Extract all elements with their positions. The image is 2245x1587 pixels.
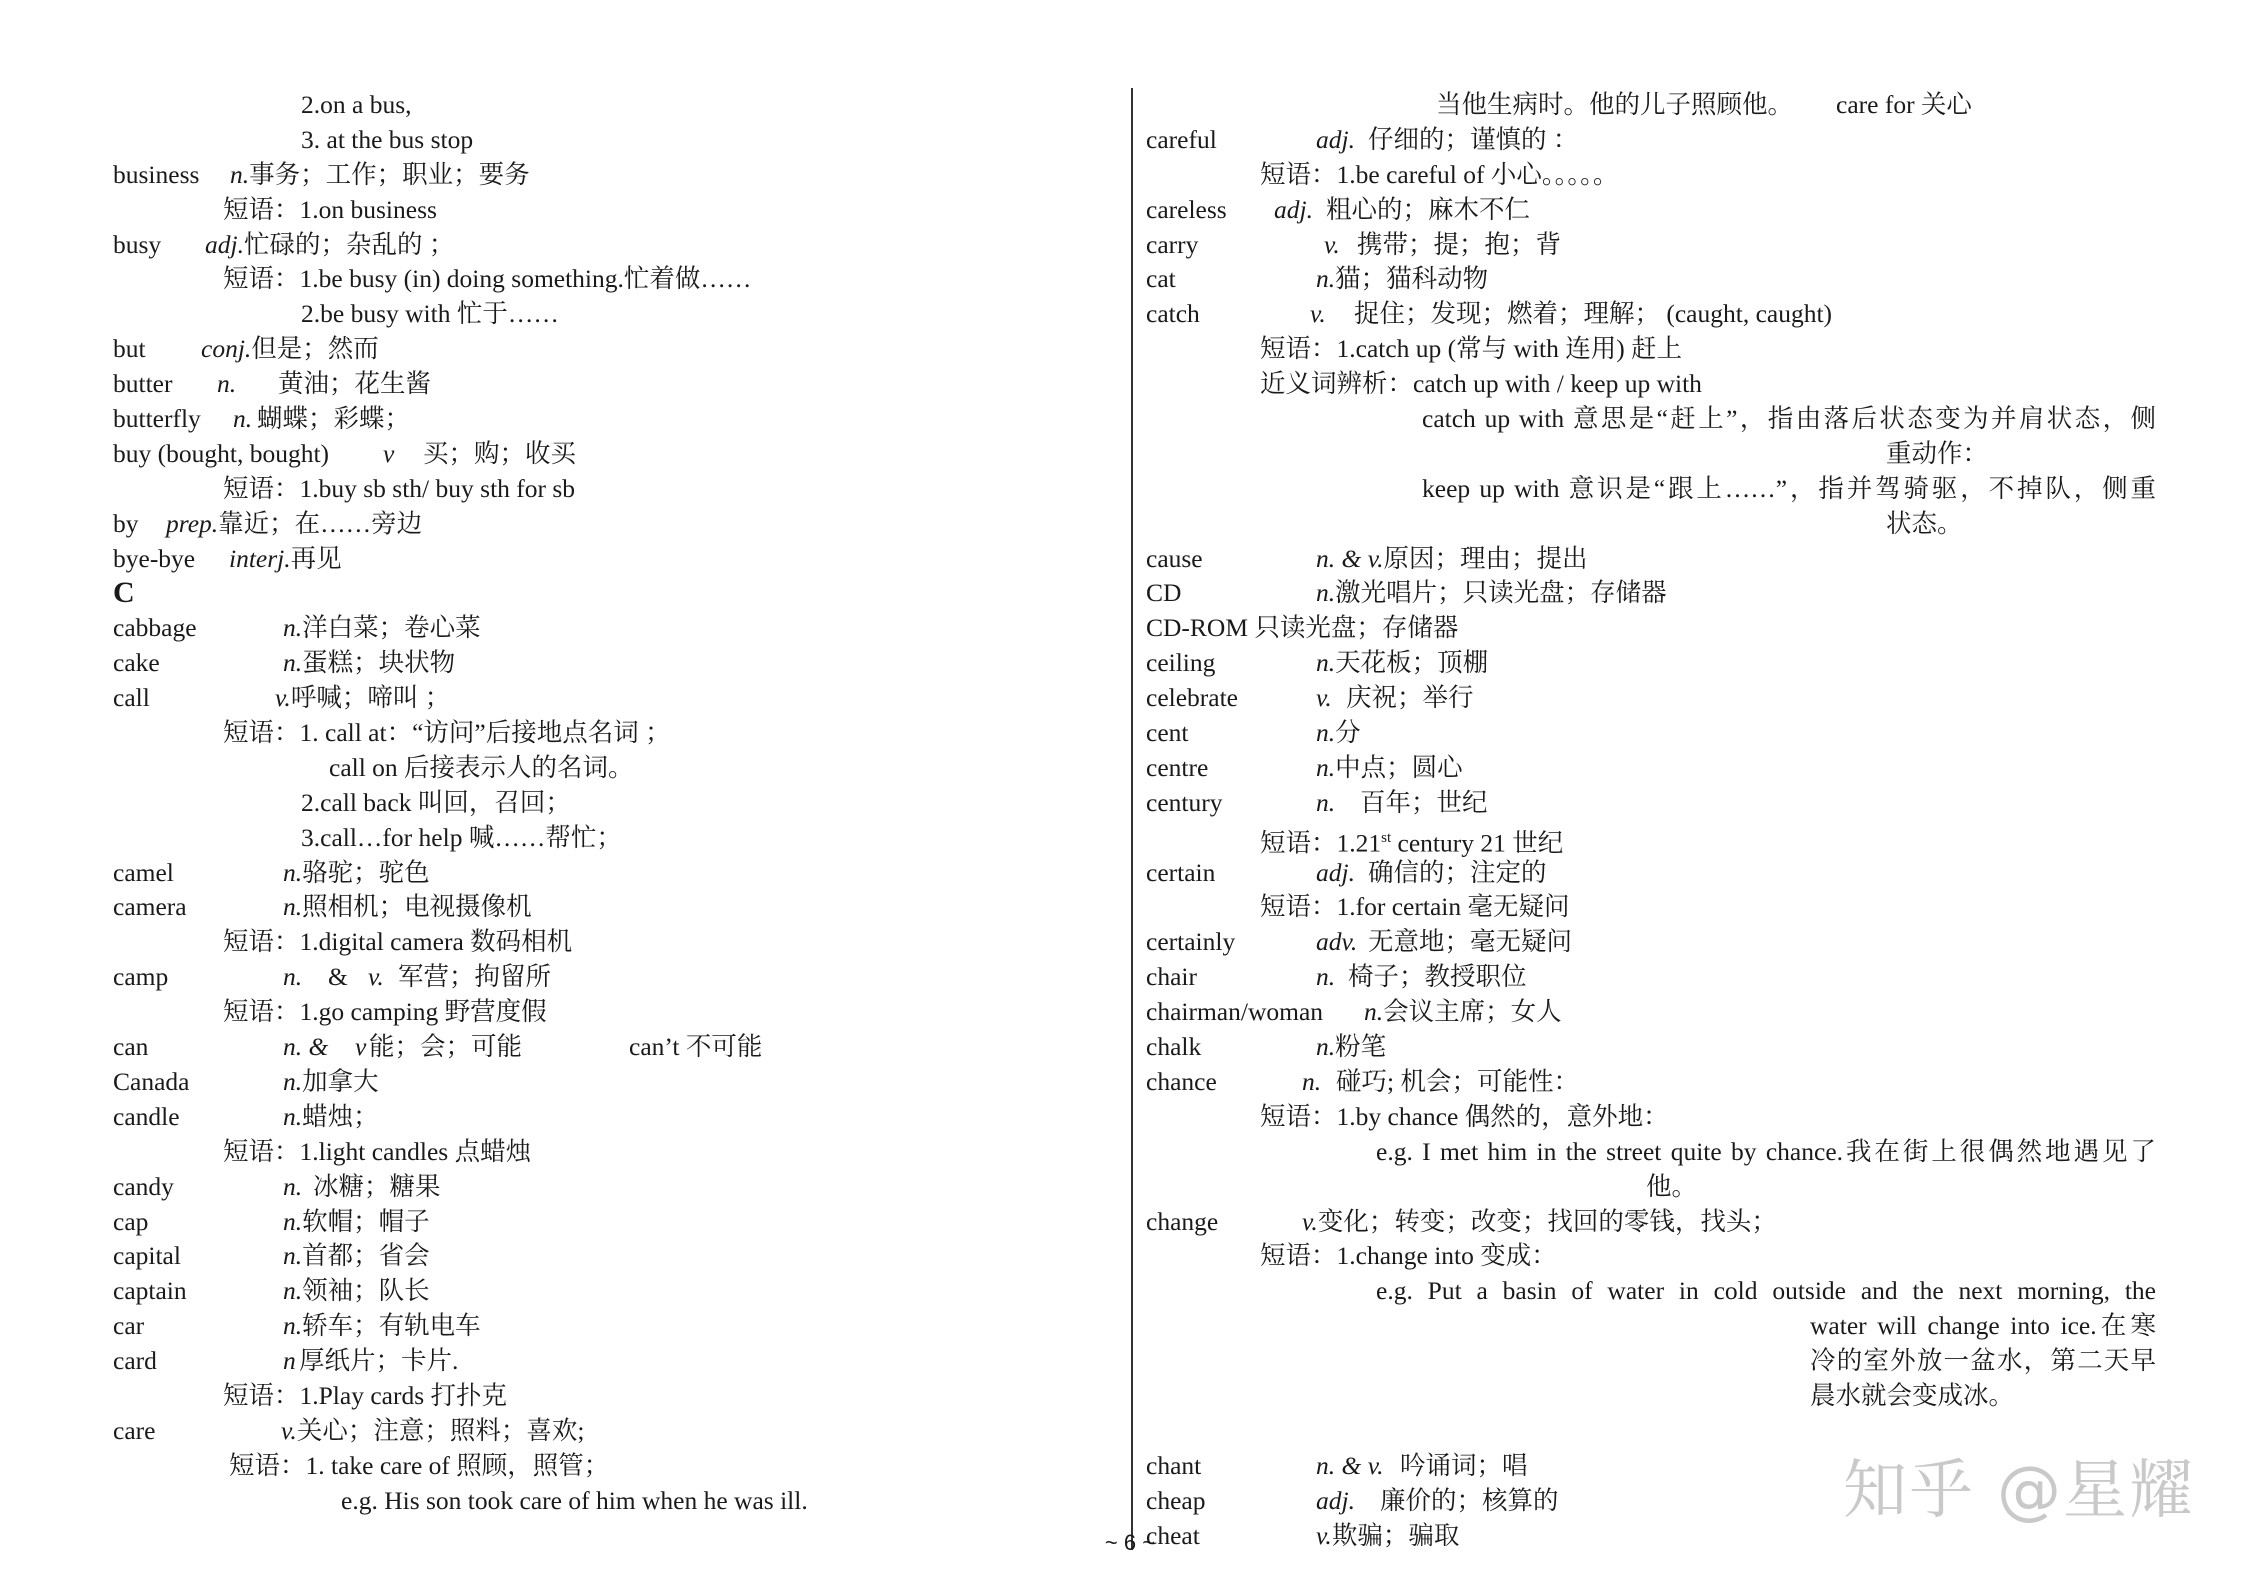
entry-line [1146, 1274, 2156, 1309]
part-of-speech: n. [283, 1066, 303, 1096]
entry-text: by [113, 508, 139, 538]
entry-text: careless [1146, 194, 1227, 224]
entry-line [1146, 1379, 2156, 1414]
entry-text: 庆祝；举行 [1346, 683, 1474, 713]
entry-text: 短语：1.on business [223, 194, 437, 224]
entry-line [113, 507, 1113, 542]
entry-text: chance [1146, 1066, 1217, 1096]
entry-text: 会议主席；女人 [1383, 997, 1562, 1027]
entry-line [1146, 1309, 2156, 1344]
entry-text: 晨水就会变成冰。 [1810, 1380, 2015, 1410]
entry-line [1146, 472, 2156, 507]
entry-text: 捉住；发现；燃着；理解； (caught, caught) [1354, 299, 1833, 329]
part-of-speech: n. [283, 962, 303, 992]
entry-line [113, 1344, 1113, 1379]
entry-text: 粉笔 [1335, 1032, 1387, 1062]
entry-text: busy [113, 229, 162, 259]
part-of-speech: v [383, 438, 395, 468]
entry-text: 3. at the bus stop [301, 124, 474, 154]
entry-text: 2.call back 叫回，召回； [301, 787, 571, 817]
entry-text: 短语：1.by chance 偶然的，意外地： [1260, 1101, 1669, 1131]
entry-line [1146, 402, 2156, 437]
entry-line [113, 228, 1113, 263]
part-of-speech: n. & [283, 1032, 329, 1062]
part-of-speech: conj. [201, 334, 252, 364]
entry-text: cap [113, 1206, 149, 1236]
entry-line [113, 472, 1113, 507]
part-of-speech: adj. [205, 229, 244, 259]
entry-text: water will change into ice.在寒 [1810, 1311, 2156, 1341]
entry-text: celebrate [1146, 683, 1239, 713]
entry-line [1146, 1065, 2156, 1100]
entry-text: 短语：1. call at：“访问”后接地点名词 ； [223, 718, 671, 748]
entry-text: 椅子；教授职位 [1348, 962, 1527, 992]
entry-line [113, 402, 1113, 437]
entry-line [1146, 821, 2156, 856]
entry-text: candle [113, 1101, 180, 1131]
entry-text: call on 后接表示人的名词。 [329, 752, 634, 782]
part-of-speech: n. [1316, 648, 1336, 678]
part-of-speech: n. & v. [1316, 543, 1384, 573]
entry-text: keep up with 意识是“跟上……”，指并驾骑驱，不掉队，侧重 [1422, 473, 2156, 503]
entry-line [113, 1484, 1113, 1519]
entry-text: cent [1146, 718, 1189, 748]
entry-text: 短语：1. take care of 照顾，照管； [229, 1450, 610, 1480]
part-of-speech: n. [1316, 962, 1336, 992]
part-of-speech: adj. [1274, 194, 1313, 224]
entry-line [1146, 123, 2156, 158]
part-of-speech: adj. [1316, 124, 1355, 154]
part-of-speech: n. [283, 1276, 303, 1306]
entry-text: care [113, 1415, 156, 1445]
part-of-speech: n. [1364, 997, 1384, 1027]
entry-text: 中点；圆心 [1335, 752, 1463, 782]
part-of-speech: n [283, 1346, 296, 1376]
entry-text: 携带；提；抱；背 [1357, 229, 1562, 259]
entry-text: 百年；世纪 [1360, 787, 1488, 817]
entry-text: century 21 世纪 [1391, 828, 1564, 858]
entry-line [113, 88, 1113, 123]
part-of-speech: n. & v. [1316, 1450, 1384, 1480]
entry-line [113, 1309, 1113, 1344]
entry-line [113, 158, 1113, 193]
entry-text: Canada [113, 1066, 190, 1096]
entry-text: & [328, 962, 348, 992]
entry-text: 蛋糕；块状物 [302, 648, 456, 678]
entry-line [113, 681, 1113, 716]
entry-text: cake [113, 648, 160, 678]
entry-line [113, 995, 1113, 1030]
entry-text: 短语：1.catch up (常与 with 连用) 赶上 [1260, 334, 1683, 364]
entry-line [113, 1135, 1113, 1170]
entry-line [1146, 158, 2156, 193]
column-divider [1131, 88, 1133, 1550]
right-column [1146, 88, 2156, 1553]
part-of-speech: n. [1316, 718, 1336, 748]
entry-line [1146, 1344, 2156, 1379]
entry-line [113, 1170, 1113, 1205]
entry-text: cat [1146, 264, 1176, 294]
entry-line [113, 960, 1113, 995]
entry-text: business [113, 159, 200, 189]
entry-text: 吟诵词；唱 [1400, 1450, 1528, 1480]
entry-text: 短语：1.light candles 点蜡烛 [223, 1136, 532, 1166]
entry-line [1146, 437, 2156, 472]
part-of-speech: adv. [1316, 927, 1358, 957]
entry-text: care for 关心 [1836, 90, 1972, 119]
entry-line [1146, 297, 2156, 332]
entry-line [1146, 960, 2156, 995]
part-of-speech: adj. [1316, 1485, 1355, 1515]
entry-text: 确信的；注定的 [1368, 857, 1547, 887]
entry-text: 短语：1.go camping 野营度假 [223, 997, 547, 1027]
entry-text: 2.be busy with 忙于…… [301, 299, 559, 329]
entry-text: can [113, 1032, 149, 1062]
entry-text: 仔细的；谨慎的 ： [1368, 124, 1579, 154]
part-of-speech: n. [1316, 752, 1336, 782]
entry-text: 短语：1.Play cards 打扑克 [223, 1380, 508, 1410]
watermark-author: @星耀 [1997, 1454, 2195, 1528]
entry-text: camel [113, 857, 174, 887]
part-of-speech: v. [368, 962, 384, 992]
entry-text: cheat [1146, 1520, 1200, 1550]
entry-text: catch up with 意思是“赶上”，指由落后状态变为并肩状态，侧 [1422, 404, 2156, 434]
left-column [113, 88, 1113, 1519]
part-of-speech: n. [1302, 1066, 1322, 1096]
entry-text: 短语：1.be careful of 小心。。。。。 [1260, 159, 1619, 189]
watermark-site: 知乎 [1843, 1454, 1975, 1528]
entry-line [1146, 751, 2156, 786]
entry-line [1146, 890, 2156, 925]
entry-text: 碰巧; 机会；可能性： [1336, 1066, 1579, 1096]
part-of-speech: n. [283, 648, 303, 678]
entry-text: butter [113, 369, 173, 399]
entry-line [1146, 925, 2156, 960]
superscript: st [1381, 829, 1392, 846]
part-of-speech: prep. [166, 508, 219, 538]
page-number: ~ 6 ~ [1104, 1530, 1156, 1555]
entry-line [1146, 542, 2156, 577]
entry-text: 加拿大 [302, 1066, 379, 1096]
entry-text: bye-bye [113, 543, 196, 573]
entry-text: 短语：1.21 [1260, 828, 1382, 858]
entry-line [1146, 1135, 2156, 1170]
part-of-speech: v. [275, 683, 291, 713]
entry-line [113, 1239, 1113, 1274]
entry-text: 短语：1.for certain 毫无疑问 [1260, 892, 1570, 922]
entry-line [1146, 1205, 2156, 1240]
entry-text: camera [113, 892, 187, 922]
entry-text: ceiling [1146, 648, 1216, 678]
entry-text: 冷的室外放一盆水，第二天早 [1810, 1346, 2156, 1376]
entry-text: 呼喊；啼叫 ； [290, 683, 451, 713]
entry-line [1146, 646, 2156, 681]
entry-line [1146, 611, 2156, 646]
entry-line [113, 542, 1113, 577]
entry-line [113, 297, 1113, 332]
entry-line [113, 1274, 1113, 1309]
entry-text: can’t 不可能 [629, 1032, 763, 1062]
entry-line [113, 856, 1113, 891]
entry-text: capital [113, 1241, 181, 1271]
entry-text: 激光唱片；只读光盘；存储器 [1335, 578, 1667, 608]
entry-text: certainly [1146, 927, 1236, 957]
entry-line [113, 1449, 1113, 1484]
entry-text: 原因；理由；提出 [1383, 543, 1588, 573]
entry-text: chalk [1146, 1032, 1202, 1062]
entry-text: 买；购；收买 [423, 438, 577, 468]
entry-text: 短语：1.be busy (in) doing something.忙着做…… [223, 264, 752, 294]
entry-text: but [113, 334, 146, 364]
entry-text: car [113, 1311, 145, 1341]
entry-text: 状态。 [1886, 508, 1963, 538]
part-of-speech: n. [283, 1311, 303, 1341]
entry-line [1146, 193, 2156, 228]
entry-text: camp [113, 962, 169, 992]
entry-line [1146, 88, 2156, 123]
entry-line [113, 437, 1113, 472]
entry-text: 能；会；可能 [369, 1032, 523, 1062]
part-of-speech: v. [1316, 1520, 1332, 1550]
entry-text: 关心；注意；照料；喜欢; [296, 1415, 585, 1445]
entry-text: captain [113, 1276, 187, 1306]
entry-text: 短语：1.change into 变成： [1260, 1241, 1557, 1271]
entry-text: 蜡烛； [302, 1101, 379, 1131]
entry-text: 软帽；帽子 [302, 1206, 430, 1236]
entry-text: 靠近；在……旁边 [218, 508, 423, 538]
part-of-speech: n. [283, 1241, 303, 1271]
entry-text: call [113, 683, 150, 713]
entry-text: 他。 [1646, 1171, 1698, 1201]
entry-text: 廉价的；核算的 [1380, 1485, 1559, 1515]
entry-text: 短语：1.digital camera 数码相机 [223, 927, 573, 957]
entry-line [113, 786, 1113, 821]
part-of-speech: n. [217, 369, 237, 399]
part-of-speech: n. [283, 1206, 303, 1236]
entry-text: 再见 [290, 543, 342, 573]
entry-text: e.g. I met him in the street quite by chance.我在街上很偶然地遇见了 [1376, 1136, 2156, 1166]
entry-text: 蝴蝶；彩蝶； [257, 404, 411, 434]
entry-line [113, 716, 1113, 751]
entry-text: 欺骗；骗取 [1331, 1520, 1460, 1550]
entry-text: chairman/woman [1146, 997, 1324, 1027]
entry-text: 天花板；顶棚 [1335, 648, 1489, 678]
entry-text: 军营；拘留所 [398, 962, 552, 992]
entry-text: change [1146, 1206, 1219, 1236]
part-of-speech: interj. [229, 543, 291, 573]
entry-text: 洋白菜；卷心菜 [302, 613, 481, 643]
entry-text: 重动作： [1886, 438, 1989, 468]
entry-line [113, 1030, 1113, 1065]
entry-text: 厚纸片；卡片. [299, 1346, 459, 1376]
entry-text: century [1146, 787, 1223, 817]
part-of-speech: v. [1310, 299, 1326, 329]
entry-line [113, 1379, 1113, 1414]
entry-text: carry [1146, 229, 1199, 259]
part-of-speech: n. [283, 1101, 303, 1131]
part-of-speech: n. [283, 1171, 303, 1201]
entry-text: butterfly [113, 404, 201, 434]
entry-text: catch [1146, 299, 1200, 329]
entry-line [1146, 856, 2156, 891]
entry-line [113, 262, 1113, 297]
entry-line [113, 890, 1113, 925]
entry-text: cheap [1146, 1485, 1206, 1515]
entry-text: C [113, 576, 135, 610]
entry-line [1146, 1170, 2156, 1205]
entry-line [113, 193, 1113, 228]
part-of-speech: n. [283, 857, 303, 887]
entry-text: 冰糖；糖果 [313, 1171, 441, 1201]
entry-text: CD-ROM 只读光盘；存储器 [1146, 613, 1459, 643]
entry-line [113, 367, 1113, 402]
entry-text: chant [1146, 1450, 1202, 1480]
entry-line [113, 751, 1113, 786]
entry-text: 领袖；队长 [302, 1276, 430, 1306]
entry-line [1146, 262, 2156, 297]
part-of-speech: n. [233, 404, 253, 434]
entry-line [1146, 1030, 2156, 1065]
part-of-speech: v. [1324, 229, 1340, 259]
part-of-speech: v. [281, 1415, 297, 1445]
entry-line [113, 646, 1113, 681]
entry-text: 粗心的；麻木不仁 [1326, 194, 1531, 224]
entry-line [113, 1100, 1113, 1135]
entry-text: 骆驼；驼色 [302, 857, 430, 887]
entry-text: certain [1146, 857, 1216, 887]
entry-line [113, 821, 1113, 856]
entry-line [1146, 228, 2156, 263]
part-of-speech: adj. [1316, 857, 1355, 887]
entry-text: 首都；省会 [302, 1241, 430, 1271]
entry-line [1146, 332, 2156, 367]
part-of-speech: n. [283, 892, 303, 922]
entry-text: card [113, 1346, 157, 1376]
part-of-speech: n. [283, 613, 303, 643]
part-of-speech: n. [1316, 264, 1336, 294]
entry-text: cabbage [113, 613, 197, 643]
entry-line [1146, 681, 2156, 716]
entry-text: 轿车；有轨电车 [302, 1311, 481, 1341]
entry-line [1146, 507, 2156, 542]
part-of-speech: n. [1316, 578, 1336, 608]
part-of-speech: n. [1316, 1032, 1336, 1062]
entry-text: centre [1146, 752, 1209, 782]
entry-text: 黄油；花生酱 [278, 369, 432, 399]
entry-text: 照相机；电视摄像机 [302, 892, 532, 922]
entry-line [113, 1205, 1113, 1240]
entry-text: 但是；然而 [251, 334, 379, 364]
entry-text: 短语：1.buy sb sth/ buy sth for sb [223, 473, 576, 503]
entry-text: 变化；转变；改变；找回的零钱，找头； [1317, 1206, 1777, 1236]
watermark [1843, 1439, 2195, 1531]
entry-line [1146, 1100, 2156, 1135]
entry-line [1146, 995, 2156, 1030]
entry-line [113, 925, 1113, 960]
part-of-speech: v. [1316, 683, 1332, 713]
entry-text: 事务；工作；职业；要务 [249, 159, 530, 189]
entry-line [113, 611, 1113, 646]
entry-text: e.g. Put a basin of water in cold outside and the next morning, the [1376, 1276, 2156, 1306]
entry-text: 分 [1335, 718, 1361, 748]
entry-text: 无意地；毫无疑问 [1368, 927, 1573, 957]
entry-text: cause [1146, 543, 1203, 573]
entry-text: 3.call…for help 喊……帮忙； [301, 822, 622, 852]
entry-line [1146, 716, 2156, 751]
entry-line [113, 123, 1113, 158]
entry-text: CD [1146, 578, 1182, 608]
entry-text: careful [1146, 124, 1217, 154]
part-of-speech: n. [1316, 787, 1336, 817]
entry-line [1146, 367, 2156, 402]
part-of-speech: n. [230, 159, 250, 189]
entry-line [113, 1414, 1113, 1449]
part-of-speech: v. [1302, 1206, 1318, 1236]
entry-text: 猫；猫科动物 [1335, 264, 1489, 294]
entry-line [1146, 1239, 2156, 1274]
entry-text: chair [1146, 962, 1197, 992]
entry-text: candy [113, 1171, 174, 1201]
entry-text: 2.on a bus, [301, 90, 412, 119]
part-of-speech: v [355, 1032, 367, 1062]
entry-text: 忙碌的；杂乱的 ； [243, 229, 455, 259]
section-letter [113, 576, 1113, 611]
entry-text: 近义词辨析：catch up with / keep up with [1260, 369, 1702, 399]
entry-line [113, 1065, 1113, 1100]
entry-line [1146, 576, 2156, 611]
entry-text: e.g. His son took care of him when he was ill. [341, 1485, 808, 1515]
entry-line [1146, 786, 2156, 821]
entry-text: 当他生病时。他的儿子照顾他。 [1436, 90, 1794, 119]
entry-text: buy (bought, bought) [113, 438, 330, 468]
entry-line [113, 332, 1113, 367]
